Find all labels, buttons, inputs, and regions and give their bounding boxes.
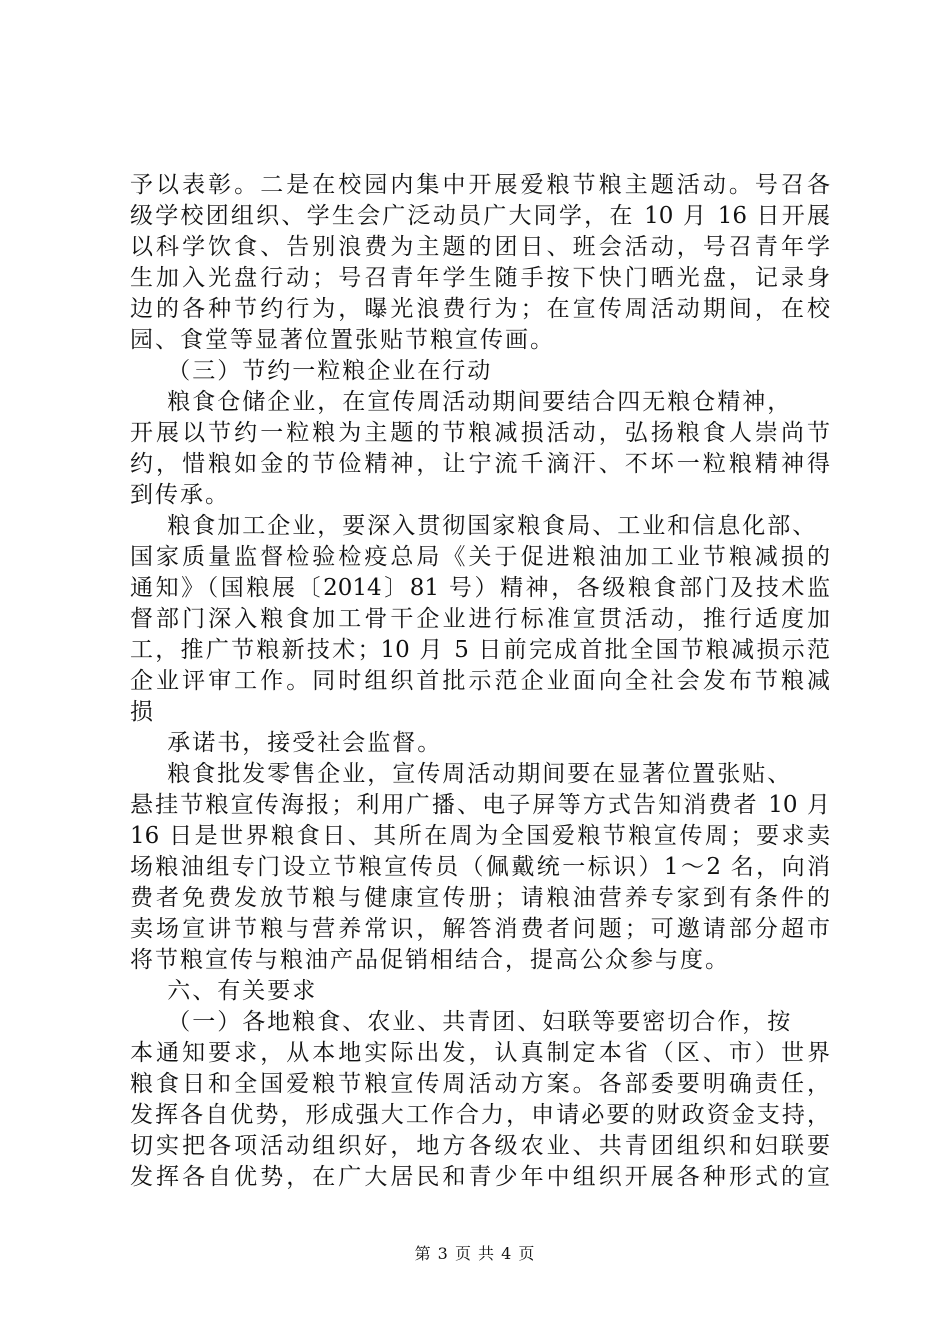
text-line: 粮食批发零售企业，宣传周活动期间要在显著位置张贴、 [130,761,793,787]
text-line: 16 日是世界粮食日、其所在周为全国爱粮节粮宣传周；要求卖 [130,823,830,849]
text-line: 督部门深入粮食加工骨干企业进行标准宣贯活动，推行适度加 [130,606,830,632]
text-line: 通知》（国粮展〔2014〕81 号）精神，各级粮食部门及技术监 [130,575,830,601]
text-line: 将节粮宣传与粮油产品促销相结合，提高公众参与度。 [130,947,730,973]
text-line: 粮食仓储企业，在宣传周活动期间要结合四无粮仓精神， [130,389,793,415]
document-body [130,170,830,1193]
text-line: 生加入光盘行动；号召青年学生随手按下快门晒光盘，记录身 [130,265,830,291]
text-line: 以科学饮食、告别浪费为主题的团日、班会活动，号召青年学 [130,234,830,260]
text-line: 边的各种节约行为，曝光浪费行为；在宣传周活动期间，在校 [130,296,830,322]
text-line: 工，推广节粮新技术；10 月 5 日前完成首批全国节粮减损示范 [130,637,830,663]
text-line: 卖场宣讲节粮与营养常识，解答消费者问题；可邀请部分超市 [130,916,830,942]
text-line: 级学校团组织、学生会广泛动员广大同学，在 10 月 16 日开展 [130,203,830,229]
text-line: 承诺书，接受社会监督。 [130,730,443,756]
text-line: （三）节约一粒粮企业在行动 [130,358,493,384]
text-line: 六、有关要求 [130,978,318,1004]
text-line: 约，惜粮如金的节俭精神，让宁流千滴汗、不坏一粒粮精神得 [130,451,830,477]
text-line: 悬挂节粮宣传海报；利用广播、电子屏等方式告知消费者 10 月 [130,792,830,818]
text-line: 粮食加工企业，要深入贯彻国家粮食局、工业和信息化部、 [130,513,818,539]
text-line: 发挥各自优势，形成强大工作合力，申请必要的财政资金支持， [130,1102,830,1128]
text-line: 切实把各项活动组织好，地方各级农业、共青团组织和妇联要 [130,1133,830,1159]
text-line: 场粮油组专门设立节粮宣传员（佩戴统一标识）1～2 名，向消 [130,854,830,880]
text-line: 本通知要求，从本地实际出发，认真制定本省（区、市）世界 [130,1040,830,1066]
page-footer: 第 3 页 共 4 页 [414,1244,536,1263]
text-line: 予以表彰。二是在校园内集中开展爱粮节粮主题活动。号召各 [130,172,830,198]
text-line: （一）各地粮食、农业、共青团、妇联等要密切合作，按 [130,1009,793,1035]
text-line: 企业评审工作。同时组织首批示范企业面向全社会发布节粮减 [130,668,830,694]
text-line: 到传承。 [130,482,230,508]
text-line: 园、食堂等显著位置张贴节粮宣传画。 [130,327,555,353]
text-line: 发挥各自优势，在广大居民和青少年中组织开展各种形式的宣 [130,1164,830,1190]
text-line: 开展以节约一粒粮为主题的节粮减损活动，弘扬粮食人崇尚节 [130,420,830,446]
text-line: 粮食日和全国爱粮节粮宣传周活动方案。各部委要明确责任， [130,1071,830,1097]
text-line: 国家质量监督检验检疫总局《关于促进粮油加工业节粮减损的 [130,544,830,570]
text-line: 费者免费发放节粮与健康宣传册；请粮油营养专家到有条件的 [130,885,830,911]
text-line: 损 [130,699,155,725]
